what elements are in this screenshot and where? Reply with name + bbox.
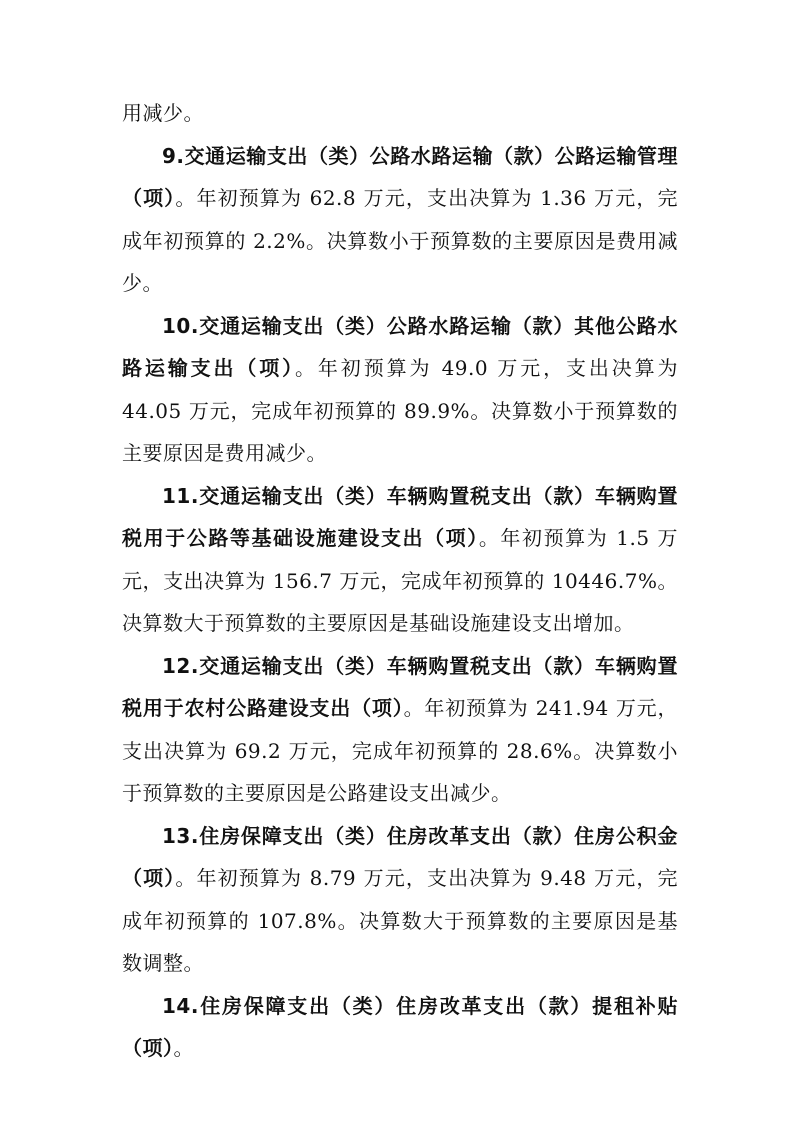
paragraph-body: 。年初预算为 241.94 万元，支出决算为 69.2 万元，完成年初预算的 28.6%。决算数小于预算数的主要原因是公路建设支出减少。 <box>122 696 679 805</box>
paragraph-body: 。年初预算为 1.5 万元，支出决算为 156.7 万元，完成年初预算的 10446.7%。决算数大于预算数的主要原因是基础设施建设支出增加。 <box>122 526 678 635</box>
item-heading: 12.交通运输支出（类）车辆购置税支出（款）车辆购置税用于农村公路建设支出（项） <box>122 653 678 720</box>
paragraph-body: 。年初预算为 49.0 万元，支出决算为 44.05 万元，完成年初预算的 89.9%。决算数小于预算数的主要原因是费用减少。 <box>122 356 678 465</box>
paragraph-body: 。 <box>173 1036 194 1060</box>
item-heading: 13.住房保障支出（类）住房改革支出（款）住房公积金（项） <box>122 823 678 890</box>
paragraph-item-12 <box>122 645 678 815</box>
item-heading: 11.交通运输支出（类）车辆购置税支出（款）车辆购置税用于公路等基础设施建设支出（项） <box>122 483 678 550</box>
document-body <box>122 92 678 1070</box>
paragraph-body: 。年初预算为 8.79 万元，支出决算为 9.48 万元，完成年初预算的 107.8%。决算数大于预算数的主要原因是基数调整。 <box>122 866 678 975</box>
item-heading: 10.交通运输支出（类）公路水路运输（款）其他公路水路运输支出（项） <box>122 313 678 380</box>
item-heading: 14.住房保障支出（类）住房改革支出（款）提租补贴（项） <box>122 993 678 1060</box>
paragraph-body: 用减少。 <box>122 101 204 125</box>
paragraph-item-9 <box>122 135 678 305</box>
paragraph-continuation <box>122 92 678 135</box>
paragraph-item-13 <box>122 815 678 985</box>
paragraph-item-14 <box>122 985 678 1070</box>
paragraph-body: 。年初预算为 62.8 万元，支出决算为 1.36 万元，完成年初预算的 2.2%。决算数小于预算数的主要原因是费用减少。 <box>122 186 678 295</box>
item-heading: 9.交通运输支出（类）公路水路运输（款）公路运输管理（项） <box>122 143 678 210</box>
paragraph-item-10 <box>122 305 678 475</box>
paragraph-item-11 <box>122 475 678 645</box>
